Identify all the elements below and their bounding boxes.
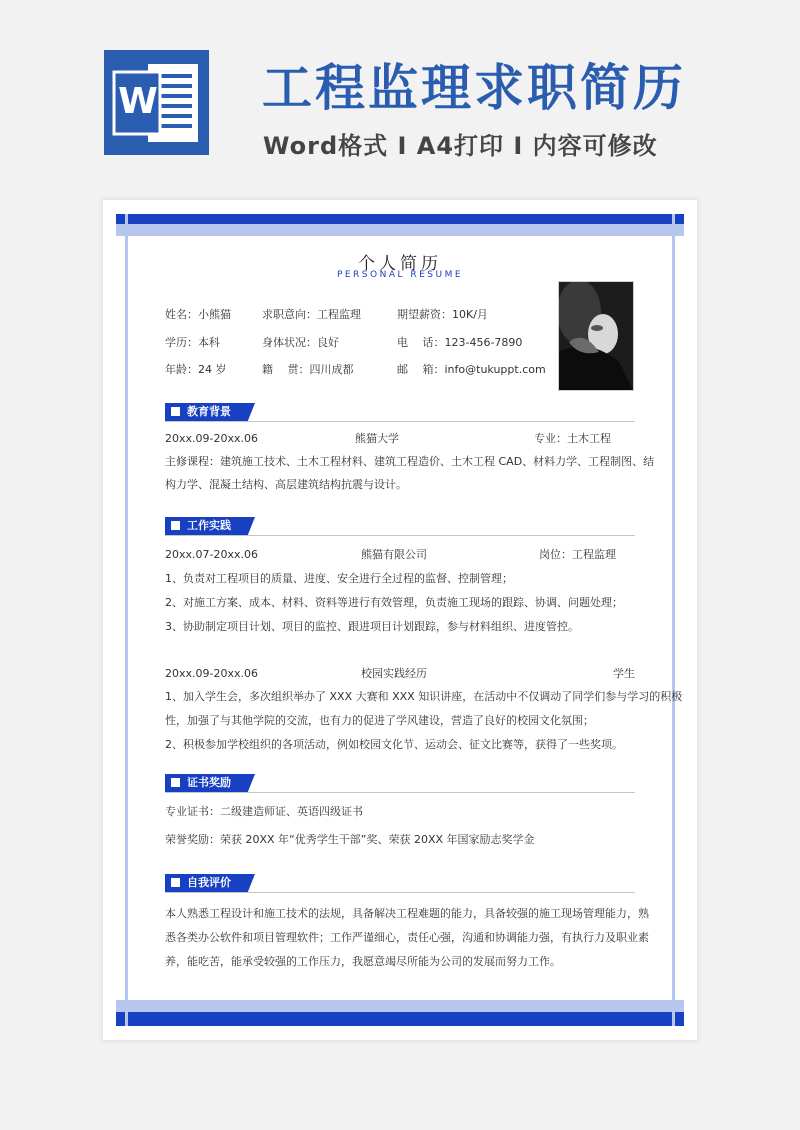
section-divider bbox=[165, 792, 635, 793]
resume-paper bbox=[103, 200, 697, 1040]
profile-photo bbox=[558, 281, 634, 391]
page-subtitle: Word格式 I A4打印 I 内容可修改 bbox=[263, 132, 658, 160]
self-eval-line2: 悉各类办公软件和项目管理软件；工作严谨细心，责任心强，沟通和协调能力强，有执行力及职业素 bbox=[165, 931, 649, 944]
job2-org: 校园实践经历 bbox=[361, 667, 427, 680]
info-phone: 电 话：123-456-7890 bbox=[397, 336, 523, 349]
comment-icon bbox=[171, 878, 180, 887]
cert-honors: 荣誉奖励：荣获 20XX 年“优秀学生干部”奖、荣获 20XX 年国家励志奖学金 bbox=[165, 833, 535, 846]
section-work-title: 工作实践 bbox=[187, 519, 231, 532]
calendar-icon bbox=[171, 521, 180, 530]
certificate-icon bbox=[171, 778, 180, 787]
word-icon-letter: W bbox=[118, 81, 158, 122]
job1-duty1: 1、负责对工程项目的质量、进度、安全进行全过程的监督、控制管理； bbox=[165, 572, 513, 585]
edu-courses-line1: 主修课程：建筑施工技术、土木工程材料、建筑工程造价、土木工程 CAD、材料力学、工程制图、结 bbox=[165, 455, 655, 468]
info-intent: 求职意向：工程监理 bbox=[262, 308, 361, 321]
job2-duty2: 性，加强了与其他学院的交流，也有力的促进了学风建设，营造了良好的校园文化氛围； bbox=[165, 714, 594, 727]
job1-org: 熊猫有限公司 bbox=[361, 548, 427, 561]
info-name: 姓名：小熊猫 bbox=[165, 308, 231, 321]
job1-date: 20xx.07-20xx.06 bbox=[165, 548, 258, 561]
self-eval-line1: 本人熟悉工程设计和施工技术的法规，具备解决工程难题的能力，具备较强的施工现场管理能力，熟 bbox=[165, 907, 649, 920]
cert-professional: 专业证书：二级建造师证、英语四级证书 bbox=[165, 805, 363, 818]
info-salary: 期望薪资：10K/月 bbox=[397, 308, 488, 321]
job2-duty1: 1、加入学生会，多次组织举办了 XXX 大赛和 XXX 知识讲座，在活动中不仅调动了同学们参与学习的积极 bbox=[165, 690, 683, 703]
job2-duty3: 2、积极参加学校组织的各项活动，例如校园文化节、运动会、征文比赛等，获得了一些奖项。 bbox=[165, 738, 623, 751]
resume-title: 个人简历 bbox=[358, 254, 442, 274]
resume-subtitle: PERSONAL RESUME bbox=[336, 270, 464, 280]
word-app-icon bbox=[104, 50, 209, 155]
section-divider bbox=[165, 892, 635, 893]
bottom-band bbox=[116, 1012, 684, 1026]
section-divider bbox=[165, 421, 635, 422]
info-origin: 籍 贯：四川成都 bbox=[262, 363, 354, 376]
edu-courses-line2: 构力学、混凝土结构、高层建筑结构抗震与设计。 bbox=[165, 478, 407, 491]
bottom-band-light bbox=[116, 1000, 684, 1012]
info-email: 邮 箱：info@tukuppt.com bbox=[397, 363, 546, 376]
job1-duty2: 2、对施工方案、成本、材料、资料等进行有效管理，负责施工现场的跟踪、协调、问题处理； bbox=[165, 596, 623, 609]
info-education: 学历：本科 bbox=[165, 336, 220, 349]
info-age: 年龄：24 岁 bbox=[165, 363, 227, 376]
job1-duty3: 3、协助制定项目计划、项目的监控、跟进项目计划跟踪，参与材料组织、进度管控。 bbox=[165, 620, 579, 633]
top-band-light bbox=[116, 224, 684, 236]
edu-date: 20xx.09-20xx.06 bbox=[165, 432, 258, 445]
top-band bbox=[116, 214, 684, 224]
section-education-title: 教育背景 bbox=[187, 405, 231, 418]
section-divider bbox=[165, 535, 635, 536]
left-rule bbox=[125, 214, 128, 1026]
self-eval-line3: 养，能吃苦，能承受较强的工作压力，我愿意竭尽所能为公司的发展而努力工作。 bbox=[165, 955, 561, 968]
job2-date: 20xx.09-20xx.06 bbox=[165, 667, 258, 680]
edu-major: 专业：土木工程 bbox=[534, 432, 611, 445]
info-health: 身体状况：良好 bbox=[262, 336, 339, 349]
book-icon bbox=[171, 407, 180, 416]
right-rule bbox=[672, 214, 675, 1026]
job1-role: 岗位：工程监理 bbox=[539, 548, 616, 561]
page-title: 工程监理求职简历 bbox=[262, 59, 686, 117]
job2-role: 学生 bbox=[613, 667, 635, 680]
edu-school: 熊猫大学 bbox=[355, 432, 399, 445]
section-self-title: 自我评价 bbox=[187, 876, 231, 889]
section-cert-title: 证书奖励 bbox=[187, 776, 231, 789]
portrait-image bbox=[559, 282, 633, 390]
